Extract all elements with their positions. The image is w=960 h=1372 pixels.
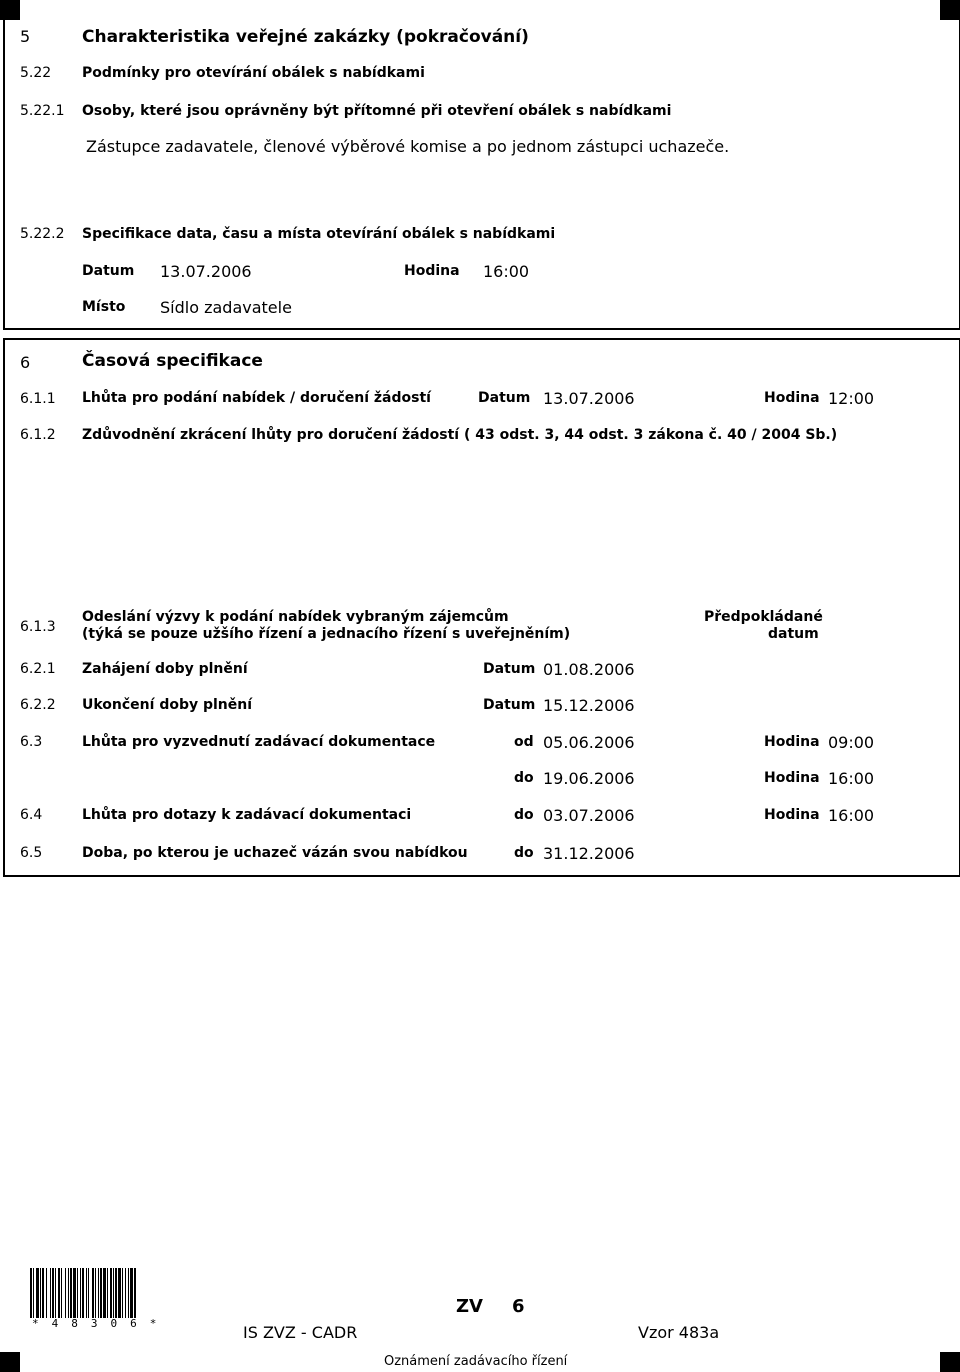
section-5-box bbox=[3, 0, 960, 330]
section-6-number: 6 bbox=[20, 353, 31, 372]
row-6-3-time1-value: 09:00 bbox=[828, 733, 875, 752]
document-type: Oznámení zadávacího řízení bbox=[384, 1354, 568, 1369]
section-5-22-2-title: Specifikace data, času a místa otevírání obálek s nabídkami bbox=[82, 226, 556, 242]
row-6-4-time-label: Hodina bbox=[764, 807, 820, 823]
section-5-22-2-number: 5.22.2 bbox=[20, 226, 65, 242]
form-template: Vzor 483a bbox=[638, 1323, 720, 1342]
row-6-5-label: Doba, po kterou je uchazeč vázán svou nabídkou bbox=[82, 845, 468, 861]
section-5-title: Charakteristika veřejné zakázky (pokračování) bbox=[82, 27, 529, 47]
section-5-number: 5 bbox=[20, 27, 31, 46]
row-6-5-number: 6.5 bbox=[20, 845, 43, 861]
row-6-3-time1-label: Hodina bbox=[764, 734, 820, 750]
row-6-2-2-date-label: Datum bbox=[483, 697, 536, 713]
row-6-3-label: Lhůta pro vyzvednutí zadávací dokumentace bbox=[82, 734, 436, 750]
row-6-2-1-date-label: Datum bbox=[483, 661, 536, 677]
row-6-2-2-label: Ukončení doby plnění bbox=[82, 697, 253, 713]
section-5-22-title: Podmínky pro otevírání obálek s nabídkami bbox=[82, 65, 425, 81]
row-6-2-2-number: 6.2.2 bbox=[20, 697, 56, 713]
opening-place-label: Místo bbox=[82, 299, 126, 315]
row-6-3-from-value: 05.06.2006 bbox=[543, 733, 635, 752]
row-6-3-time2-label: Hodina bbox=[764, 770, 820, 786]
row-6-1-1-label: Lhůta pro podání nabídek / doručení žádostí bbox=[82, 390, 431, 406]
row-6-3-number: 6.3 bbox=[20, 734, 43, 750]
registration-mark-bottom-right bbox=[940, 1352, 960, 1372]
row-6-1-1-date-label: Datum bbox=[478, 390, 531, 406]
barcode bbox=[30, 1268, 137, 1318]
row-6-3-to-label: do bbox=[514, 770, 534, 786]
section-5-22-number: 5.22 bbox=[20, 65, 52, 81]
row-6-1-3-number: 6.1.3 bbox=[20, 619, 56, 635]
section-6-box bbox=[3, 338, 960, 877]
row-6-4-to-value: 03.07.2006 bbox=[543, 806, 635, 825]
form-code: ZV bbox=[456, 1296, 483, 1317]
opening-date-value: 13.07.2006 bbox=[160, 262, 252, 281]
row-6-4-number: 6.4 bbox=[20, 807, 43, 823]
page-number: 6 bbox=[512, 1296, 525, 1317]
row-6-1-3-label: Odeslání výzvy k podání nabídek vybraným zájemcům bbox=[82, 609, 509, 625]
row-6-2-1-number: 6.2.1 bbox=[20, 661, 56, 677]
row-6-3-time2-value: 16:00 bbox=[828, 769, 875, 788]
registration-mark-bottom-left bbox=[0, 1352, 20, 1372]
row-6-4-to-label: do bbox=[514, 807, 534, 823]
barcode-digits: *48306* bbox=[32, 1317, 170, 1330]
row-6-1-3-note: (týká se pouze užšího řízení a jednacího řízení s uveřejněním) bbox=[82, 626, 571, 642]
section-6-title: Časová specifikace bbox=[82, 351, 263, 371]
section-5-22-1-number: 5.22.1 bbox=[20, 103, 65, 119]
row-6-1-1-date-value: 13.07.2006 bbox=[543, 389, 635, 408]
opening-time-label: Hodina bbox=[404, 263, 460, 279]
opening-time-value: 16:00 bbox=[483, 262, 530, 281]
system-name: IS ZVZ - CADR bbox=[243, 1323, 358, 1342]
row-6-1-2-label: Zdůvodnění zkrácení lhůty pro doručení žádostí ( 43 odst. 3, 44 odst. 3 zákona č. 40 / 2004 Sb.) bbox=[82, 427, 838, 443]
row-6-1-1-time-label: Hodina bbox=[764, 390, 820, 406]
row-6-1-1-number: 6.1.1 bbox=[20, 391, 56, 407]
row-6-1-1-time-value: 12:00 bbox=[828, 389, 875, 408]
section-5-22-1-value: Zástupce zadavatele, členové výběrové komise a po jednom zástupci uchazeče. bbox=[86, 137, 730, 156]
row-6-1-3-date-label: datum bbox=[768, 626, 819, 642]
row-6-2-2-date-value: 15.12.2006 bbox=[543, 696, 635, 715]
row-6-2-1-date-value: 01.08.2006 bbox=[543, 660, 635, 679]
barcode-bar bbox=[136, 1268, 137, 1318]
row-6-4-label: Lhůta pro dotazy k zadávací dokumentaci bbox=[82, 807, 412, 823]
row-6-3-to-value: 19.06.2006 bbox=[543, 769, 635, 788]
row-6-1-3-expected-label: Předpokládané bbox=[704, 609, 823, 625]
row-6-3-from-label: od bbox=[514, 734, 534, 750]
section-5-22-1-title: Osoby, které jsou oprávněny být přítomné při otevření obálek s nabídkami bbox=[82, 103, 672, 119]
row-6-5-to-label: do bbox=[514, 845, 534, 861]
row-6-5-to-value: 31.12.2006 bbox=[543, 844, 635, 863]
row-6-2-1-label: Zahájení doby plnění bbox=[82, 661, 248, 677]
opening-date-label: Datum bbox=[82, 263, 135, 279]
row-6-4-time-value: 16:00 bbox=[828, 806, 875, 825]
row-6-1-2-number: 6.1.2 bbox=[20, 427, 56, 443]
opening-place-value: Sídlo zadavatele bbox=[160, 298, 292, 317]
